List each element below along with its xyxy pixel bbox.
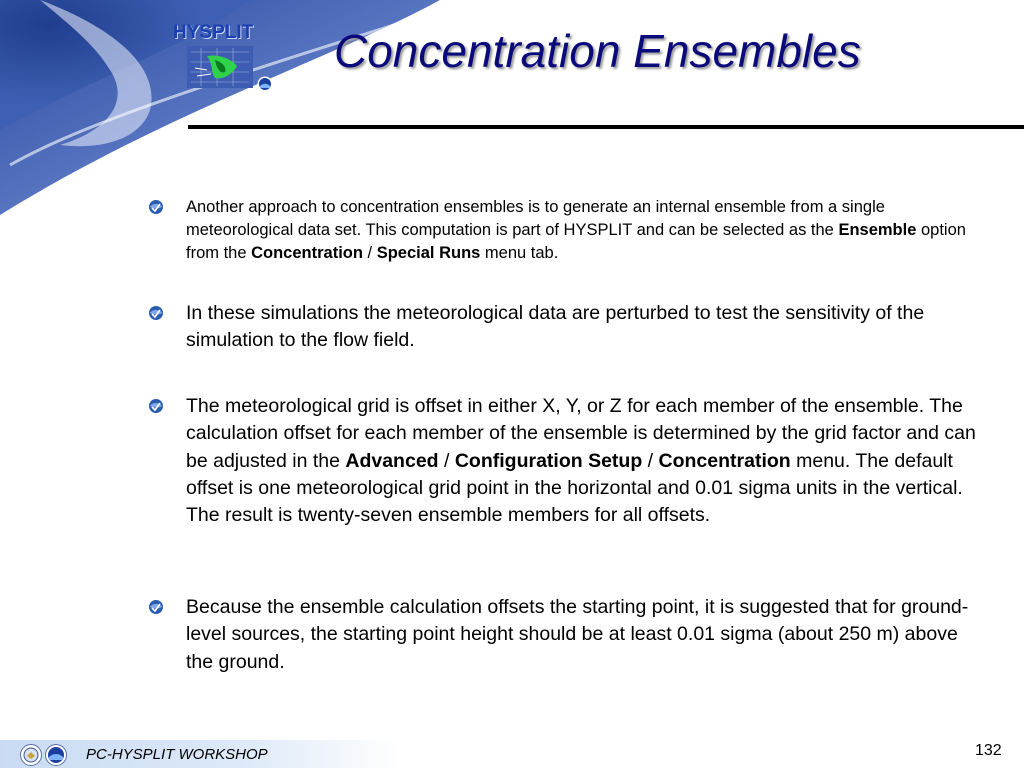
map-graphic — [187, 46, 253, 88]
footer-title: PC-HYSPLIT WORKSHOP — [86, 746, 268, 763]
bullet-text: The meteorological grid is offset in either X, Y, or Z for each member of the ensemble. The calculation offset for each member of the ensemble is determined by the grid factor and can be adjusted in the Advanced / Configuration Setup / Concentration menu. The default offset is one meteorological grid point in the horizontal and 0.01 sigma units in the vertical. The result is twenty-seven ensemble members for all offsets. — [186, 395, 976, 527]
logo-text: HYSPLIT — [173, 22, 254, 43]
hysplit-logo — [165, 18, 280, 90]
bullet-sphere-icon — [148, 305, 164, 321]
noaa-logo-icon — [45, 744, 67, 766]
bullet-sphere-icon — [148, 199, 164, 215]
doc-seal-icon — [20, 744, 42, 766]
bullet-text: Because the ensemble calculation offsets the starting point, it is suggested that for ground-level sources, the starting point height should be at least 0.01 sigma (about 250 m) above the ground. — [186, 596, 969, 673]
title-divider — [188, 125, 1024, 129]
slide-title: Concentration Ensembles — [334, 25, 861, 77]
bullet-sphere-icon — [148, 599, 164, 615]
bullet-text: In these simulations the meteorological data are perturbed to test the sensitivity of the simulation to the flow field. — [186, 302, 925, 352]
noaa-logo-icon — [257, 76, 273, 92]
bullet-sphere-icon — [148, 398, 164, 414]
bullet-text: Another approach to concentration ensembles is to generate an internal ensemble from a single meteorological data set. This computation is part of HYSPLIT and can be selected as the Ensemble option from the Concentration / Special Runs menu tab. — [186, 198, 966, 262]
page-number: 132 — [975, 742, 1002, 759]
